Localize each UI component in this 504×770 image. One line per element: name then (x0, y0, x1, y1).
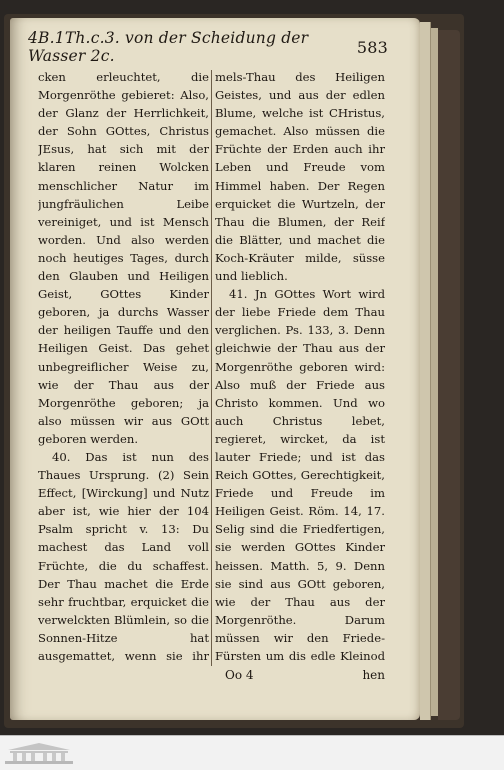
running-title: 4B.1Th.c.3. von der Scheidung der Wasser 2c. (28, 29, 309, 65)
running-header (28, 30, 388, 64)
catchword: hen (362, 668, 385, 682)
viewer-toolbar (0, 735, 504, 770)
page-stack-edge (430, 28, 438, 716)
signature-mark: Oo 4 (225, 668, 254, 682)
paragraph: cken erleuchtet, die Morgenröthe gebieret: Also, der Glanz der Herrlichkeit, der Sohn GOttes, Christus JEsus, hat sich mit der klaren reinen Wolcken menschlicher Natur im jungfräulichen Leibe vereiniget, und ist Mensch worden. Und also werden noch heutiges Tages, durch den Glauben und Heiligen Geist, GOttes Kinder geboren, ja durchs Wasser der heiligen Tauffe und den Heiligen Geist. Das gehet unbegreiflicher Weise zu, wie der Thau aus der Morgenröthe geboren; ja also müssen wir aus GOtt geboren werden. (38, 70, 209, 446)
page-footer (225, 668, 385, 686)
column-divider (211, 70, 212, 666)
page-number: 583 (356, 37, 388, 57)
book-cover-edge (438, 30, 460, 720)
page-stack-edge-inner (420, 22, 431, 720)
right-column (215, 68, 385, 668)
paragraph: 41. Jn GOttes Wort wird der liebe Friede dem Thau verglichen. Ps. 133, 3. Denn gleichwie der Thau aus der Morgenröthe geboren wird: Also muß der Friede aus Christo kommen. Und wo auch Christus lebet, regieret, wircket, da ist lauter Friede; und ist das Reich GOttes, Gerechtigkeit, Friede und Freude im Heiligen Geist. Röm. 14, 17. Selig sind die Friedfertigen, sie werden GOttes Kinder heissen. Matth. 5, 9. Denn sie sind aus GOtt geboren, wie der Thau aus der Morgenröthe. Darum müssen wir den Friede-Fürsten um dis edle Kleinod (215, 287, 385, 663)
library-building-icon[interactable] (4, 741, 74, 765)
paragraph: 40. Das ist nun des Thaues Ursprung. (2) Sein Effect, [Wirckung] und Nutz aber ist, wie hier der 104 Psalm spricht v. 13: Du machest das Land voll Früchte, die du schaffest. Der Thau machet die Erde sehr fruchtbar, erquicket die verwelckten Blümlein, so die Sonnen-Hitze hat ausgemattet, wenn sie ihr (38, 449, 209, 663)
left-column (38, 68, 209, 668)
paragraph: mels-Thau des Heiligen Geistes, und aus der edlen Blume, welche ist CHristus, gemachet. Also müssen die Früchte der Erden auch ihr Leben und Freude vom Himmel haben. Der Regen erquicket die Wurtzeln, der Thau die Blumen, der Reif die Blätter, und machet die Koch-Kräuter milde, süsse und lieblich. (215, 70, 385, 284)
